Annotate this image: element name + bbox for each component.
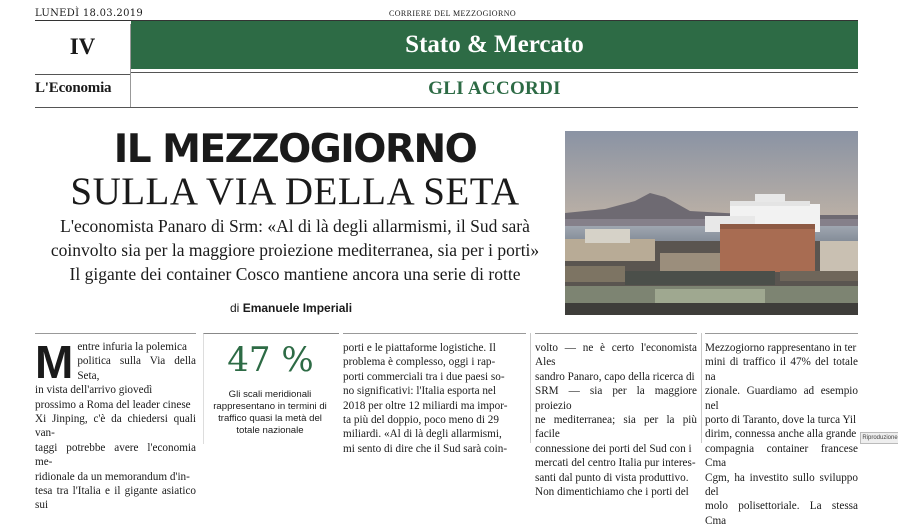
article-column-3	[535, 341, 697, 499]
column-line: miliardi. «Al di là degli allarmismi,	[343, 428, 502, 441]
column-line: mini di traffico il 47% del totale na	[705, 356, 858, 383]
column-line: mi sento di dire che il Sud sarà coin-	[343, 442, 508, 455]
column-line: compagnia container francese Cma	[705, 442, 858, 470]
naples-port-image	[565, 131, 858, 315]
section-title: Stato & Mercato	[405, 31, 584, 58]
header-newspaper-name: CORRIERE DEL MEZZOGIORNO	[389, 9, 517, 18]
column-line: mercati del centro Italia pur interes-	[535, 457, 696, 470]
column-line: Xi Jinping, c'è da chiedersi quali van-	[35, 413, 196, 440]
column-line: 2018 per oltre 12 miliardi ma impor-	[343, 399, 508, 412]
supplement-rule	[35, 74, 130, 75]
column-line: porti commerciali tra i due paesi so-	[343, 370, 505, 383]
section-banner	[131, 21, 858, 69]
kicker-rule-bottom	[35, 107, 858, 108]
kicker-title: GLI ACCORDI	[428, 78, 561, 99]
column-line: SRM — sia per la maggiore proiezio	[535, 385, 697, 412]
column-rule	[35, 333, 196, 334]
column-line: no significativi: l'Italia esporta nel	[343, 385, 497, 398]
byline	[230, 301, 352, 315]
byline-prefix: di	[230, 301, 240, 315]
column-line: porto di Taranto, dove la turca Yil	[705, 414, 857, 427]
header-date: LUNEDÌ 18.03.2019	[35, 8, 144, 19]
corner-tag: Riproduzione	[860, 432, 898, 444]
column-divider	[530, 333, 531, 443]
column-line: politica sulla Via della Seta,	[77, 355, 196, 382]
column-line: Cgm, ha investito sullo sviluppo del	[705, 471, 858, 499]
page-number: IV	[69, 34, 96, 59]
stat-value: 47 %	[227, 340, 314, 380]
column-line: ridionale da un memorandum d'in-	[35, 470, 190, 483]
column-line: Non dimentichiamo che i porti del	[535, 486, 689, 499]
column-line: zionale. Guardiamo ad esempio nel	[705, 385, 858, 412]
column-line: sandro Panaro, capo della ricerca di	[535, 370, 695, 383]
headline-line2: SULLA VIA DELLA SETA	[70, 170, 520, 213]
column-line: ne mediterranea; sia per la più facile	[535, 414, 697, 441]
column-line: porti e le piattaforme logistiche. Il	[343, 342, 496, 354]
column-rule	[343, 333, 526, 334]
kicker-rule-top	[131, 72, 858, 73]
port-photo	[565, 131, 858, 315]
article-column-1	[35, 336, 196, 513]
column-line: dirim, connessa anche alla grande	[705, 428, 857, 441]
column-line: ta più del doppio, poco meno di 29	[343, 414, 499, 427]
column-rule	[705, 333, 858, 334]
article-column-2	[343, 341, 526, 456]
column-line: entre infuria la polemica	[77, 341, 187, 353]
column-rule	[535, 333, 697, 334]
column-line: volto — ne è certo l'economista Ales	[535, 342, 697, 369]
column-line: in vista dell'arrivo giovedì	[35, 384, 153, 397]
subheadline	[20, 214, 570, 286]
column-line: prossimo a Roma del leader cinese	[35, 398, 191, 411]
column-line: taggi potrebbe avere l'economia me-	[35, 441, 196, 469]
article-column-4	[705, 341, 858, 528]
column-line: problema è complesso, oggi i rap-	[343, 356, 496, 369]
column-line: Mezzogiorno rappresentano in ter	[705, 342, 857, 354]
subhead-line: L'economista Panaro di Srm: «Al di là degli allarmismi, il Sud sarà	[60, 216, 530, 236]
headline-line1: IL MEZZOGIORNO	[113, 127, 477, 172]
column-line: santi dal punto di vista produttivo.	[535, 471, 689, 484]
column-line: molo polisettoriale. La stessa Cma	[705, 500, 858, 527]
dropcap: M	[35, 336, 74, 388]
column-line: connessione dei porti del Sud con i	[535, 442, 692, 455]
stat-caption: Gli scali meridionali rappresentano in termini di traffico quasi la metà del totale nazionale	[213, 389, 327, 436]
supplement-name: L'Economia	[35, 80, 112, 96]
column-line: tesa tra l'Italia e il gigante asiatico sui	[35, 485, 196, 512]
byline-author: Emanuele Imperiali	[242, 301, 353, 315]
subhead-line: Il gigante dei container Cosco mantiene ancora una serie di rotte	[69, 264, 521, 284]
subhead-line: coinvolto sia per la maggiore proiezione mediterranea, sia per i porti»	[50, 240, 540, 260]
column-divider	[701, 333, 702, 443]
